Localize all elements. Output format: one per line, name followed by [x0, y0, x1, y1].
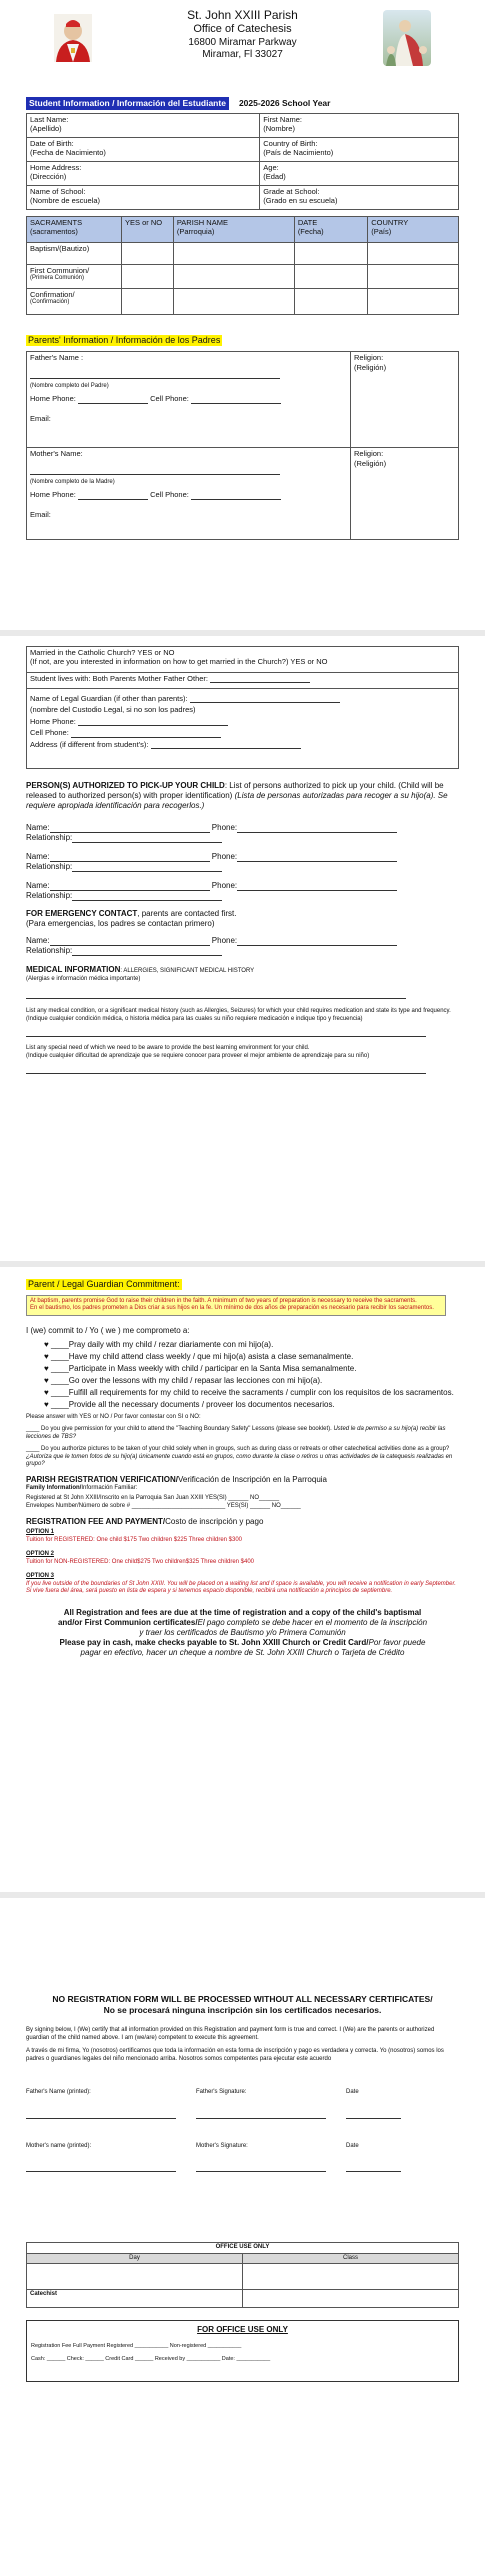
registered-line[interactable]: Registered at St John XXIII/Inscrito en la Parroquia San Juan XXIII YES(SI) ______ NO______	[26, 1495, 280, 1502]
option-2-text[interactable]: Tuition for NON-REGISTERED: One child$275 Two children$325 Three children $400	[26, 1558, 255, 1565]
fee-payment-line[interactable]: Registration Fee Full Payment Registered ___________ Non-registered ___________	[31, 2343, 242, 2350]
heart-bullet-icon: ♥	[44, 1363, 49, 1373]
commitment-intro: I (we) commit to / Yo ( we ) me comprometo a:	[26, 1325, 190, 1335]
country-of-birth-field[interactable]: Country of Birth: (País de Nacimiento)	[260, 137, 459, 161]
table-row: First Communion/ (Primera Comunión)	[27, 264, 459, 288]
father-signature-row: Father's Name (printed): Father's Signature: Date	[26, 2089, 459, 2119]
fee-title: REGISTRATION FEE AND PAYMENT/Costo de inscripción y pago	[26, 1517, 264, 1527]
father-religion-cell[interactable]: Religion: (Religión)	[351, 352, 459, 448]
emergency-section: FOR EMERGENCY CONTACT, parents are contacted first. (Para emergencias, los padres se contactan primero) Name: Phone: Relationship:	[26, 909, 459, 956]
table-row: Confirmation/ (Confirmación)	[27, 288, 459, 314]
last-name-field[interactable]: Last Name: (Apellido)	[27, 113, 260, 137]
pope-portrait-image	[54, 14, 92, 62]
first-name-field[interactable]: First Name: (Nombre)	[260, 113, 459, 137]
parish-name-header: PARISH NAME (Parroquia)	[173, 216, 294, 242]
table-row: Baptism/(Bautizo)	[27, 242, 459, 264]
mother-religion-cell[interactable]: Religion: (Religión)	[351, 448, 459, 540]
page-4	[0, 1898, 485, 2560]
student-info-table	[26, 113, 459, 210]
commitment-list	[44, 1340, 459, 1410]
commitment-item[interactable]: ♥ ____Pray daily with my child / rezar diariamente con mi hijo(a).	[44, 1339, 274, 1349]
commitment-item[interactable]: ♥ ____Provide all the necessary documents / proveer los documentos necesarios.	[44, 1399, 335, 1409]
safety-permission[interactable]: ____ Do you give permission for your child to attend the "Teaching Boundary Safety" Lessons (please see booklet). Usted le da permiso a su hijo(a) recibir las lecciones de TBS?	[26, 1426, 446, 1440]
school-name-field[interactable]: Name of School: (Nombre de escuela)	[27, 185, 260, 209]
emergency-entry[interactable]: Name: Phone:	[26, 936, 459, 946]
parents-table	[26, 351, 459, 540]
yes-no-header: YES or NO	[122, 216, 174, 242]
country-header: COUNTRY (País)	[368, 216, 459, 242]
option-1-label: OPTION 1	[26, 1529, 55, 1536]
mother-signature-row: Mother's name (printed): Mother's Signature: Date	[26, 2143, 459, 2173]
pickup-entry[interactable]: Name: Phone:	[26, 852, 459, 862]
commitment-item[interactable]: ♥ ____Have my child attend class weekly / que mi hijo(a) asista a clase semanalmente.	[44, 1351, 354, 1361]
commitment-item[interactable]: ♥ ____Go over the lessons with my child / repasar las lecciones con mi hijo(a).	[44, 1375, 323, 1385]
home-address-field[interactable]: Home Address: (Dirección)	[27, 161, 260, 185]
yes-no-instruction: Please answer with YES or NO / Por favor contestar con SI o NO:	[26, 1413, 201, 1420]
commitment-item[interactable]: ♥ ____Fulfill all requirements for my child to receive the sacraments / cumplir con los requisitos de los sacramentos.	[44, 1387, 454, 1397]
marriage-table	[26, 646, 459, 769]
sacraments-table	[26, 216, 459, 315]
grade-field[interactable]: Grade at School: (Grado en su escuela)	[260, 185, 459, 209]
office-use-table-block	[26, 2242, 459, 2308]
page-2	[0, 636, 485, 1261]
payment-method-line[interactable]: Cash: ______ Check: ______ Credit Card ______ Received by ___________ Date: ___________	[31, 2356, 271, 2363]
heart-bullet-icon: ♥	[44, 1399, 49, 1409]
page-1	[0, 0, 485, 630]
parish-street: 16800 Miramar Parkway	[188, 36, 297, 48]
commitment-box: At baptism, parents promise God to raise their children in the faith. A minimum of two years of preparation is necessary to receive the sacraments. En el bautismo, los padres prometen a Dios criar a sus hijos en la fe. Un mínimo de dos años de preparación es necesario para recibir los sacramentos.	[26, 1295, 446, 1316]
date-header: DATE (Fecha)	[294, 216, 367, 242]
commitment-item[interactable]: ♥ ____Participate in Mass weekly with child / participar en la Santa Misa semanalmente.	[44, 1363, 357, 1373]
office-name: Office of Catechesis	[193, 23, 292, 35]
age-field[interactable]: Age: (Edad)	[260, 161, 459, 185]
pickup-entry[interactable]: Name: Phone:	[26, 881, 459, 891]
mother-info-cell[interactable]: Mother's Name: (Nombre completo de la Madre) Home Phone: Cell Phone: Email:	[27, 448, 351, 540]
office-use-table: OFFICE USE ONLY Day Class Catechist	[26, 2242, 459, 2308]
parish-city: Miramar, Fl 33027	[202, 49, 283, 61]
school-year: 2025-2026 School Year	[238, 98, 331, 108]
pickup-entries: Name: Phone: Relationship: Name: Phone: Relationship: Name: Phone: Relationship:	[26, 823, 459, 901]
guardian-cell[interactable]: Name of Legal Guardian (if other than parents): (nombre del Custodio Legal, si no son los padres) Home Phone: Cell Phone: Address (if different from student's):	[27, 689, 459, 769]
commitment-title: Parent / Legal Guardian Commitment:	[28, 1279, 180, 1289]
option-3-label: OPTION 3	[26, 1573, 55, 1580]
parish-header	[150, 8, 335, 62]
certify-text-es: A través de mi firma, Yo (nosotros) certificamos que toda la información en esta forma de inscripción y pago es verdadera y correcta. Yo (nosotros) somos los padres o guardianes legales del niño mencionado arriba. Nosotros somos competentes para ejecutar este acuerdo	[26, 2048, 444, 2062]
certificates-warning: NO REGISTRATION FORM WILL BE PROCESSED WITHOUT ALL NECESSARY CERTIFICATES/ No se procesará ninguna inscripción sin los certificados necesarios.	[52, 1994, 433, 2015]
parish-name: St. John XXIII Parish	[187, 8, 298, 22]
option-2-label: OPTION 2	[26, 1551, 55, 1558]
envelopes-line[interactable]: Envelopes Number/Número de sobre # ____________________________ YES(SI) ______ NO______	[26, 1502, 301, 1509]
option-1-text[interactable]: Tuition for REGISTERED: One child $175 Two children $225 Three children $300	[26, 1536, 243, 1543]
heart-bullet-icon: ♥	[44, 1339, 49, 1349]
heart-bullet-icon: ♥	[44, 1375, 49, 1385]
certify-text: By signing below, I (We) certify that all information provided on this Registration and payment form is true and correct. I (We) are the parents or authorized guardian of the child named above. I am (we/are) competent to execute this agreement.	[26, 2027, 435, 2041]
married-cell[interactable]: Married in the Catholic Church? YES or NO (If not, are you interested in information on how to get married in the Church?) YES or NO	[27, 647, 459, 673]
option-3-text[interactable]: If you live outside of the boundaries of St John XXIII. You will be placed on a waiting list and if space is available, you will receive a notification in early September. Si vive fuera del área, será puesto en lista de espera y si tenemos espacio disponible, recibirá una notificación a principios de septiembre.	[26, 1580, 456, 1595]
religious-painting-image	[383, 10, 431, 66]
medical-section: MEDICAL INFORMATION: ALLERGIES, SIGNIFICANT MEDICAL HISTORY (Alergias e información médica importante) List any medical condition, or a significant medical history (such as Allergies, Seizures) for which your child requires medication and state its type and frequency. (Indique cualquier condición médica, o historia médica para las cuales su niño requiere medicación e indique tipo y frecuencia) List any special need of which we need to be aware to provide the best learning environment for your child. (Indique cualquier dificultad de aprendizaje que se requiere conocer para proveer el mejor ambiente de aprendizaje para su niño)	[26, 965, 459, 1074]
parents-info-title: Parents' Information / Información de los Padres	[28, 334, 221, 345]
father-info-cell[interactable]: Father's Name : (Nombre completo del Padre) Home Phone: Cell Phone: Email:	[27, 352, 351, 448]
heart-bullet-icon: ♥	[44, 1351, 49, 1361]
student-info-bar: Student Information / Información del Estudiante	[26, 97, 229, 110]
dob-field[interactable]: Date of Birth: (Fecha de Nacimiento)	[27, 137, 260, 161]
office-use-box: FOR OFFICE USE ONLY Registration Fee Full Payment Registered ___________ Non-registered ___________ Cash: ______ Check: ______ Credit Card ______ Received by ___________ Date: ___________	[26, 2320, 459, 2382]
heart-bullet-icon: ♥	[44, 1387, 49, 1397]
payment-notice: All Registration and fees are due at the time of registration and a copy of the child's baptismal and/or First Communion certificates/El pago completo se debe hacer en el momento de la inscripción y traer los certificados de Bautismo y/o Primera Comunión Please pay in cash, make checks payable to St. John XXIII Church or Credit Card/Por favor puede pagar en efectivo, hacer un cheque a nombre de St. John XXIII Church o Tarjeta de Crédito	[57, 1607, 428, 1657]
registration-verification: PARISH REGISTRATION VERIFICATION/Verificación de Inscripción en la Parroquia	[26, 1474, 327, 1484]
sacraments-header: SACRAMENTS (sacramentos)	[27, 216, 122, 242]
pickup-section: PERSON(S) AUTHORIZED TO PICK-UP YOUR CHILD: List of persons authorized to pick up your child. (Child will be released to authorized person(s) with proper identification) (Lista de personas autorizadas para recoger a su hijo(a). Se requiere apropiada identificación para recogerlos.)	[26, 781, 448, 810]
student-lives-cell[interactable]: Student lives with: Both Parents Mother Father Other:	[27, 673, 459, 689]
page-3: Parent / Legal Guardian Commitment: At baptism, parents promise God to raise their children in the faith. A minimum of two years of preparation is necessary to receive the sacraments. En el bautismo, los padres prometen a Dios criar a sus hijos en la fe. Un mínimo de dos años de preparación es necesario para recibir los sacramentos. I (we) commit to / Yo ( we ) me comprometo a: ♥ ____Pray daily with my child / rezar diariamente con mi hijo(a). ♥ ____Have my child attend class weekly / que mi hijo(a) asista a clase semanalmente. ♥ ____Participate in Mass weekly with child / participar en la Santa Misa semanalmente. ♥ ____Go over the lessons with my child / repasar las lecciones con mi hijo(a). ♥ ____Fulfill all requirements for my child to receive the sacraments / cumplir con los requisitos de los sacramentos. ♥ ____Provide all the necessary documents / proveer los documentos necesarios. Please answer with YES or NO / Por favor contestar con SI o NO: ____ Do you give permission for your child to attend the "Teaching Boundary Safety" Lessons (please see booklet). Usted le da permiso a su hijo(a) recibir las lecciones de TBS? ____ Do you authorize pictures to be taken of your child solely when in groups, such as during class or retreats or other catechetical activities done as a group? ¿Autoriza que le tomen fotos de su hijo(a) únicamente cuando está en grupos, como durante la clase o retiros u otras actividades de la catequesis realizadas en grupo? PARISH REGISTRATION VERIFICATION/Verificación de Inscripción en la Parroquia Family Information/Información Familiar: Registered at St John XXIII/Inscrito en la Parroquia San Juan XXIII YES(SI) ______ NO______ Envelopes Number/Número de sobre # ____________________________ YES(SI) ______ NO______ REGISTRATION FEE AND PAYMENT/Costo de inscripción y pago OPTION 1 Tuition for REGISTERED: One child $175 Two children $225 Three children $300 OPTION 2 Tuition for NON-REGISTERED: One child$275 Two children$325 Three children $400 OPTION 3 If you live outside of the boundaries of St John XXIII. You will be placed on a waiting list and if space is available, you will receive a notification in early September. Si vive fuera del área, será puesto en lista de espera y si tenemos espacio disponible, recibirá una notificación a principios de septiembre. All Registration and fees are due at the time of registration and a copy of the child's baptismal and/or First Communion certificates/El pago completo se debe hacer en el momento de la inscripción y traer los certificados de Bautismo y/o Primera Comunión Please pay in cash, make checks payable to St. John XXIII Church or Credit Card/Por favor puede pagar en efectivo, hacer un cheque a nombre de St. John XXIII Church o Tarjeta de Crédito	[0, 1267, 485, 1892]
photo-permission[interactable]: ____ Do you authorize pictures to be taken of your child solely when in groups, such as during class or retreats or other catechetical activities done as a group? ¿Autoriza que le tomen fotos de su hijo(a) únicamente cuando está en grupos, como durante la clase o retiros u otras actividades de la catequesis realizadas en grupo?	[26, 1446, 453, 1468]
pickup-entry[interactable]: Name: Phone:	[26, 823, 459, 833]
